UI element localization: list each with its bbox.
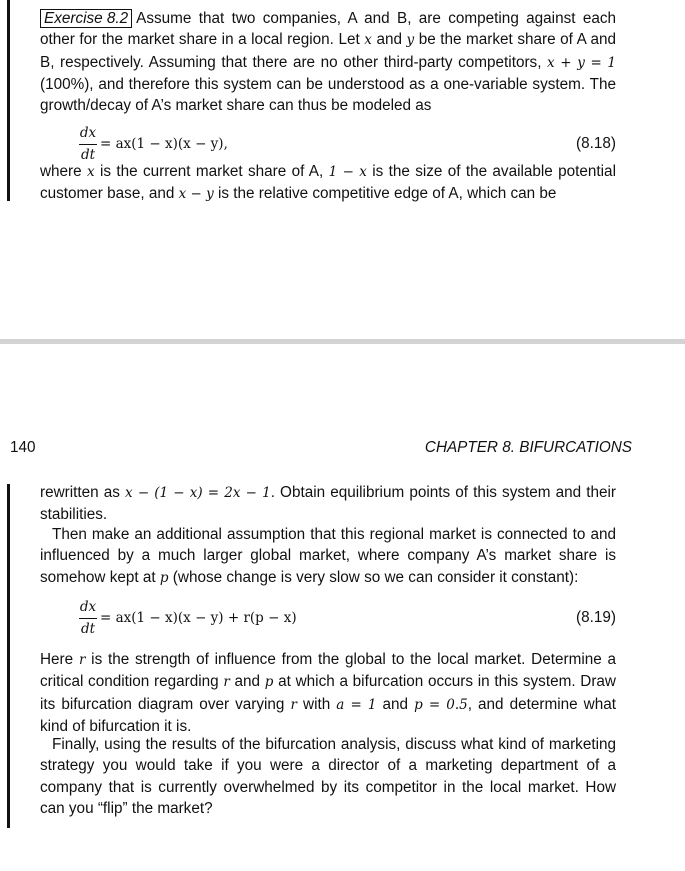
page-number: 140 — [10, 439, 36, 456]
margin-bar-bottom — [7, 484, 10, 828]
continued-paragraph-5: Here r is the strength of influence from the global to the local market. Determine a critical condition regarding r and p at which a bifurcation occurs in this system. Draw its bifurcation diagram over varying r with a = 1 and p = 0.5, and determine what kind of bifurcation it is. — [40, 651, 617, 735]
margin-bar-top — [7, 0, 10, 201]
chapter-running-head: CHAPTER 8. BIFURCATIONS — [424, 439, 632, 456]
exercise-paragraph-1: Exercise 8.2 Assume that two companies, A and B, are competing against each other for the market share in a local region. Let x and y be the market share of A and B, respectively. Assuming that there are no other third-party competitors, x + y = 1 (100%), and therefore this system can be understood as a one-variable system. The growth/decay of A’s market share can thus be modeled as — [40, 10, 616, 115]
equation-rhs: = ax(1 − x)(x − y) + r(p − x) — [100, 610, 297, 626]
exercise-label: Exercise 8.2 — [40, 9, 132, 28]
derivative-fraction: dx dt — [79, 125, 97, 163]
equation-number: (8.18) — [576, 135, 616, 152]
equation-number: (8.19) — [576, 609, 616, 626]
equation-rhs: = ax(1 − x)(x − y), — [100, 136, 228, 152]
exercise-paragraph-2: where x is the current market share of A, 1 − x is the size of the available potential customer base, and x − y is the relative competitive edge of A, which can be — [40, 163, 616, 203]
continued-paragraph-4: Then make an additional assumption that this regional market is connected to and influenced by a much larger global market, where company A’s market share is somehow kept at p (whose change is very slow so we can consider it constant): — [40, 526, 616, 586]
equation-8-19 — [79, 598, 616, 642]
page-separator — [0, 339, 685, 344]
continued-paragraph-6: Finally, using the results of the bifurcation analysis, discuss what kind of marketing strategy you would take if you were a director of a marketing department of a company that is currently overwhelmed by its competitor in the local market. How can you “flip” the market? — [40, 736, 616, 817]
derivative-fraction: dx dt — [79, 599, 97, 637]
continued-paragraph-3: rewritten as x − (1 − x) = 2x − 1. Obtain equilibrium points of this system and their stabilities. — [40, 484, 616, 524]
